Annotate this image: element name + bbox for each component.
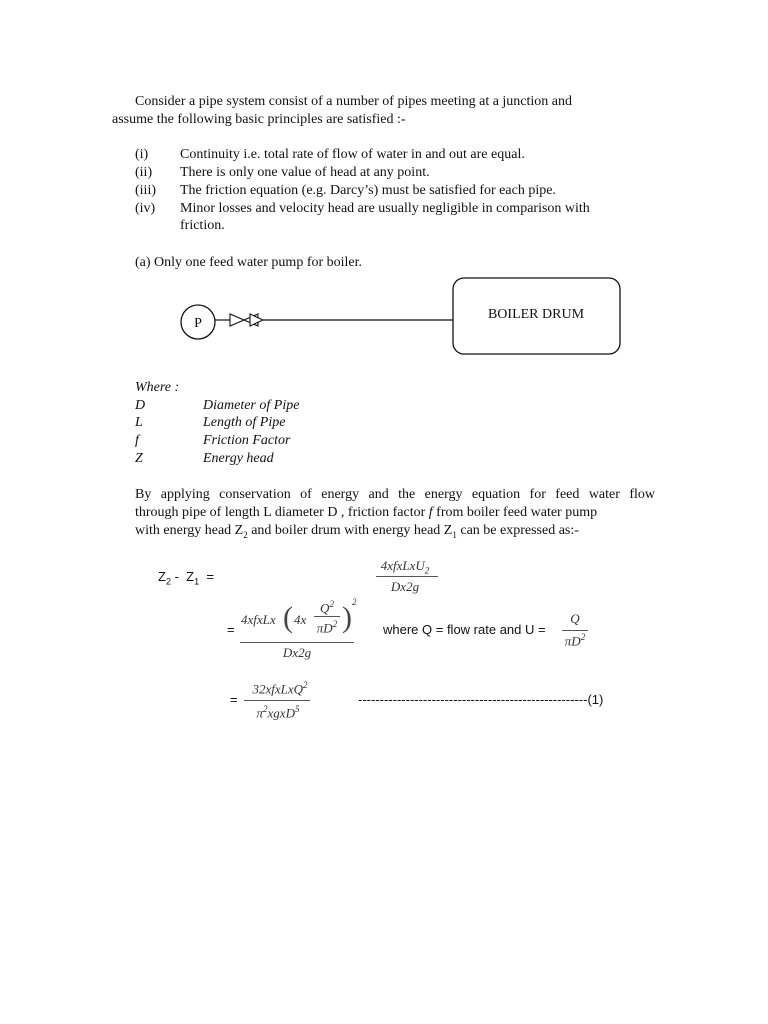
eq1-denominator: Dx2g (390, 579, 420, 594)
boiler-drum-label: BOILER DRUM (487, 307, 585, 322)
equation-lhs: $Z_2 - Z_1$ = (158, 569, 214, 587)
u-denominator: $\pi D^2$ (564, 632, 586, 649)
paragraph-line-1: By applying conservation of energy and the energy equation for feed water flow (135, 487, 655, 502)
pump-label: P (194, 316, 202, 331)
list-item-text: Continuity i.e. total rate of flow of water in and out are equal. (180, 147, 525, 162)
definition-text: Energy head (203, 451, 274, 466)
paragraph-line-3: with energy head $Z_2$ and boiler drum with energy head $Z_1$ can be expressed as:- (135, 523, 579, 540)
flow-rate-definition: where Q = flow rate and U = (383, 622, 546, 637)
list-item-text: Minor losses and velocity head are usually negligible in comparison with (180, 201, 590, 216)
definition-symbol: L (135, 415, 143, 430)
eq2-denominator: Dx2g (282, 645, 312, 660)
where-title: Where : (135, 380, 180, 395)
definition-text: Friction Factor (203, 433, 291, 448)
list-item-number: (iii) (135, 183, 156, 198)
eq2-numerator: 4xfxLx ( 4x $Q^2$ $\pi D^2$ ) 2 (241, 597, 357, 636)
definition-text: Length of Pipe (203, 415, 286, 430)
list-item-number: (ii) (135, 165, 153, 180)
eq1-numerator: 4xfxLxU$_2$ (380, 558, 430, 576)
list-item-number: (i) (135, 147, 149, 162)
definition-symbol: D (135, 398, 146, 413)
eq2-equals: = (227, 622, 235, 637)
u-numerator: Q (570, 611, 580, 626)
eq3-denominator: $\pi^2xgxD^5$ (256, 704, 300, 721)
list-item-text: The friction equation (e.g. Darcy’s) must be satisfied for each pipe. (180, 183, 556, 198)
intro-line-1: Consider a pipe system consist of a number of pipes meeting at a junction and (135, 94, 573, 109)
list-item-text-continued: friction. (180, 218, 225, 233)
intro-line-2: assume the following basic principles are satisfied :- (112, 112, 406, 127)
equation-number: -----------------------------------------------------(1) (358, 692, 604, 707)
definition-symbol: Z (135, 451, 143, 466)
definition-text: Diameter of Pipe (203, 398, 300, 413)
definition-symbol: f (135, 433, 139, 448)
list-item-number: (iv) (135, 201, 156, 216)
list-item-text: There is only one value of head at any point. (180, 165, 430, 180)
section-heading: (a) Only one feed water pump for boiler. (135, 255, 363, 270)
pump-boiler-diagram (170, 272, 630, 362)
eq3-numerator: 32xfxLxQ$^2$ (252, 680, 308, 697)
paragraph-line-2: through pipe of length L diameter D , friction factor f from boiler feed water pump (135, 505, 598, 520)
eq3-equals: = (230, 692, 238, 707)
